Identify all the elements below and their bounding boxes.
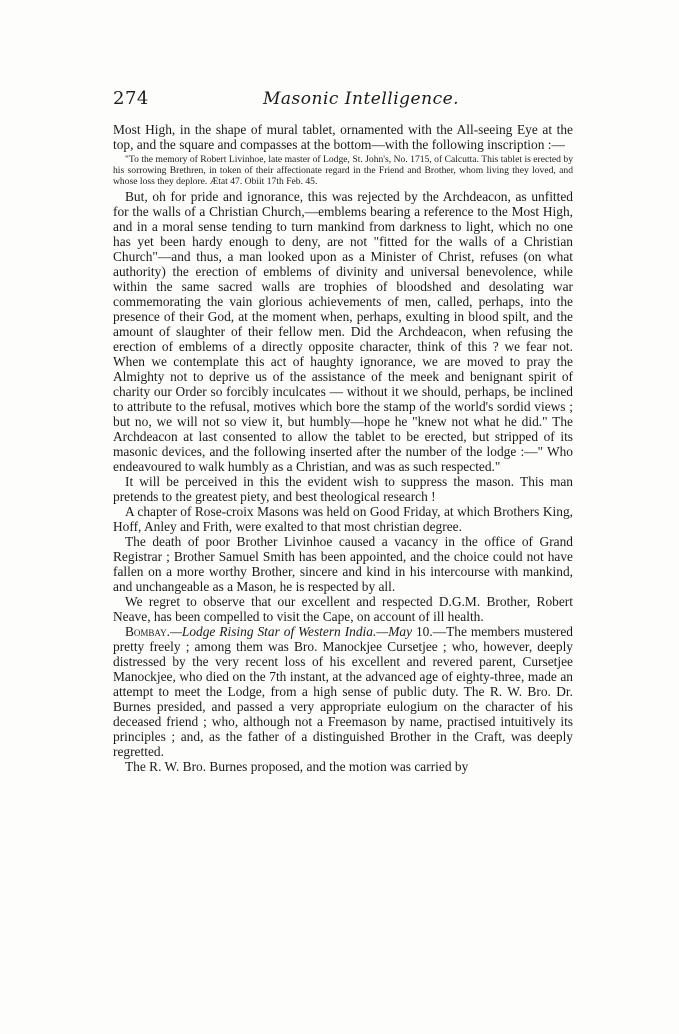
paragraph-last-line: The R. W. Bro. Burnes proposed, and the motion was carried by: [125, 759, 469, 774]
paragraph-grand-registrar: The death of poor Brother Livinhoe caused a vacancy in the office of Grand Registrar ; Brother Samuel Smith has been appointed, and the choice could not have fallen on a more worthy Brother, sincere and kind in his intercourse with mankind, and unchangeable as a Mason, he is respected by all.: [113, 534, 573, 594]
paragraph-bombay: [113, 624, 573, 759]
page-header: [113, 88, 573, 112]
body-text: [113, 122, 573, 774]
inscription-text: "To the memory of Robert Livinhoe, late master of Lodge, St. John's, No. 1715, of Calcutta. This tablet is erected by his sorrowing Brethren, in token of their affectionate regard in the Friend and Brother, whom living they loved, and whose loss they deplore. Ætat 47. Obiit 17th Feb. 45.: [113, 154, 573, 187]
running-title: Masonic Intelligence.: [263, 89, 460, 109]
page-number: 274: [113, 88, 149, 109]
paragraph-tablet-intro: Most High, in the shape of mural tablet, ornamented with the All-seeing Eye at the top, and the square and compasses at the bottom—with the following inscription :—: [113, 122, 573, 152]
paragraph-archdeacon: But, oh for pride and ignorance, this was rejected by the Archdeacon, as unfitted for the walls of a Christian Church,—emblems bearing a reference to the Most High, and in a moral sense tending to turn mankind from darkness to light, which no one has yet been hardy enough to deny, are not "fitted for the walls of a Christian Church"—and thus, a man looked upon as a Minister of Christ, refuses (on what authority) the erection of emblems of divinity and universal benevolence, while within the same sacred walls are trophies of bloodshed and desolating war commemorating the vain glorious achievements of men, called, perhaps, into the presence of their God, at the moment when, perhaps, exulting in blood spilt, and the amount of slaughter of their fellow men. Did the Archdeacon, when refusing the erection of emblems of a directly opposite character, think of this ? we fear not. When we contemplate this act of haughty ignorance, we are moved to pray the Almighty not to deprive us of the assistance of the meek and benignant spirit of charity our Order so forcibly inculcates — without it we should, perhaps, be inclined to attribute to the refusal, motives which bore the stamp of the world's sordid views ; but no, we will not so view it, but humbly—hope he "knew not what he did." The Archdeacon at last consented to allow the tablet to be erected, but stripped of its masonic devices, and the following inserted after the number of the lodge :—" Who endeavoured to walk humbly as a Christian, and was as such respected.": [113, 189, 573, 474]
paragraph-suppress: It will be perceived in this the evident wish to suppress the mason. This man pretends to the greatest piety, and best theological research !: [113, 474, 573, 504]
bombay-place: Bombay.: [125, 624, 170, 639]
bombay-lodge: —Lodge Rising Star of Western India.—May: [169, 624, 413, 639]
bombay-rest: 10.—The members mustered pretty freely ; among them was Bro. Manockjee Cursetjee ; who, however, deeply distressed by the very recent loss of his excellent and revered parent, Cursetjee Manockjee, who died on the 7th instant, at the advanced age of eighty-three, made an attempt to meet the Lodge, from a high sense of public duty. The R. W. Bro. Dr. Burnes presided, and passed a very appropriate eulogium on the character of his deceased friend ; who, although not a Freemason by name, practised intuitively its principles ; and, as the father of a distinguished Brother in the Craft, was deeply regretted.: [113, 624, 573, 759]
paragraph-rose-croix: A chapter of Rose-croix Masons was held on Good Friday, at which Brothers King, Hoff, Anley and Frith, were exalted to that most christian degree.: [113, 504, 573, 534]
paragraph-dgm: We regret to observe that our excellent and respected D.G.M. Brother, Robert Neave, has been compelled to visit the Cape, on account of ill health.: [113, 594, 573, 624]
